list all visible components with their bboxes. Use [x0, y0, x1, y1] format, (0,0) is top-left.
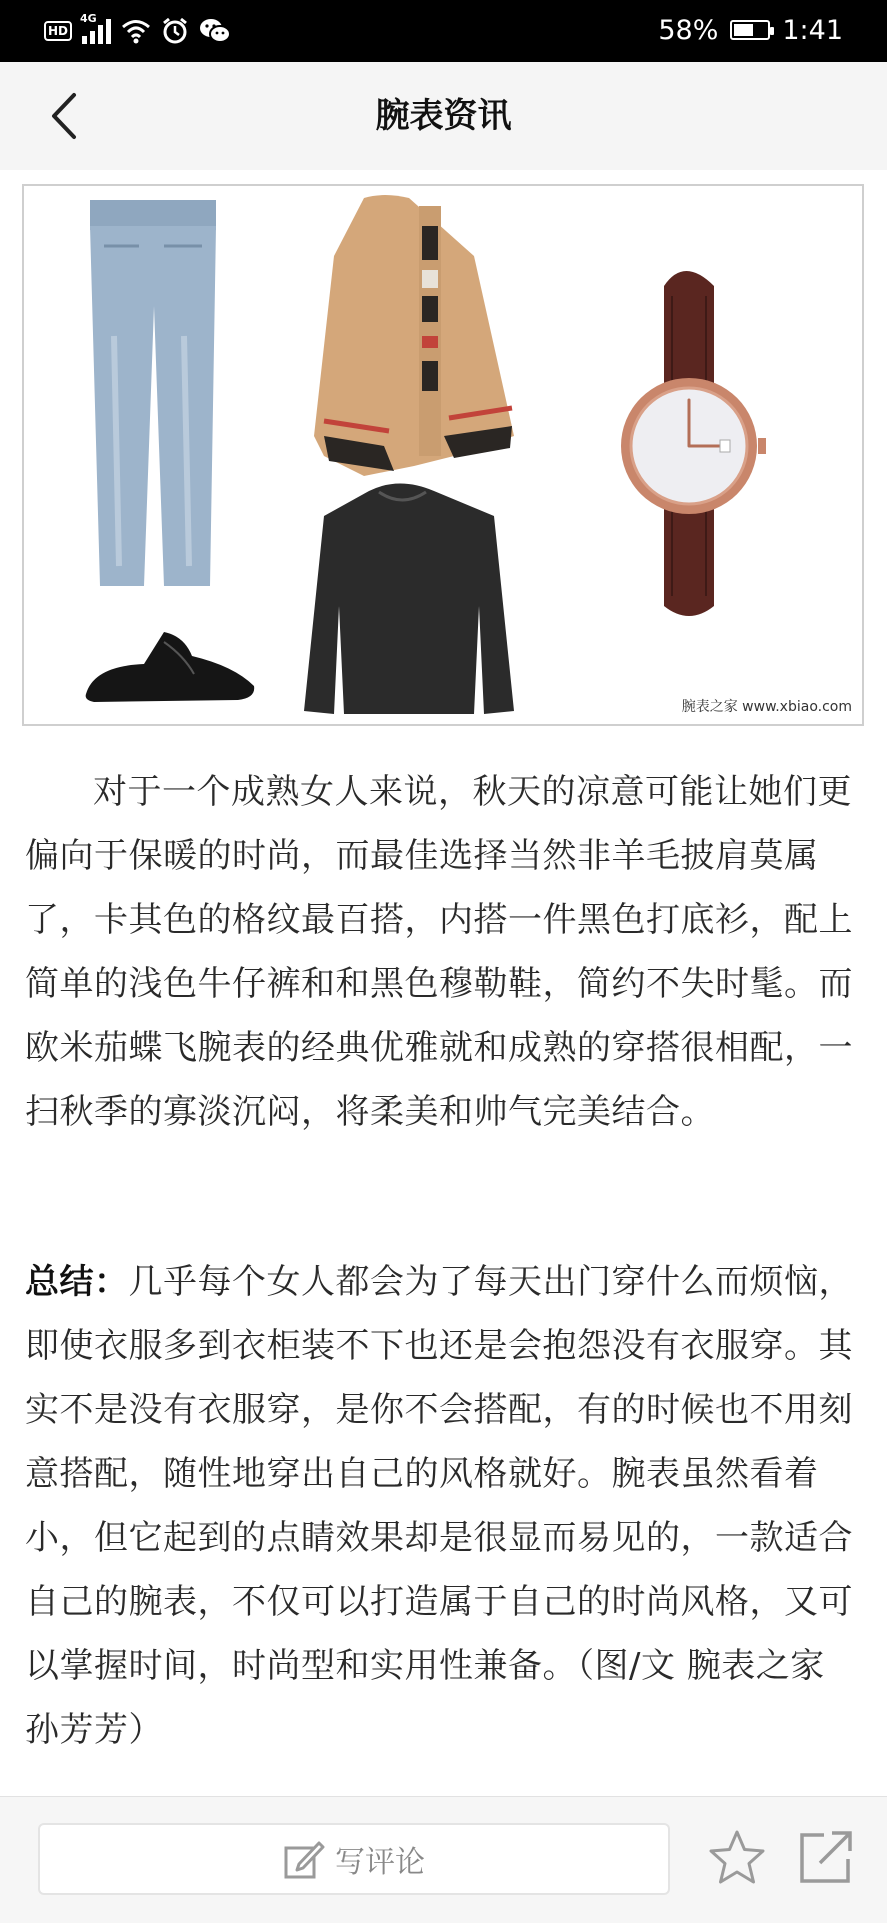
image-watermark: 腕表之家 www.xbiao.com [681, 699, 852, 715]
share-icon [796, 1827, 856, 1887]
article-paragraph-1: 对于一个成熟女人来说，秋天的凉意可能让她们更偏向于保暖的时尚，而最佳选择当然非羊毛披肩莫属了，卡其色的格纹最百搭，内搭一件黑色打底衫，配上简单的浅色牛仔裤和和黑色穆勒鞋，简约不失时髦。而欧米茄蝶飞腕表的经典优雅就和成熟的穿搭很相配，一扫秋季的寡淡沉闷，将柔美和帅气完美结合。 [25, 772, 853, 1132]
page-title: 腕表资讯 [375, 96, 512, 136]
cape-image [314, 195, 514, 476]
comment-placeholder: 写评论 [335, 1845, 425, 1880]
battery-percent: 58% [658, 14, 719, 46]
clock: 1:41 [782, 14, 843, 46]
loafer-image [86, 632, 255, 702]
battery-icon [730, 20, 770, 40]
app-header [0, 62, 887, 170]
signal-icon [80, 12, 111, 44]
outfit-illustration [24, 186, 862, 724]
article-image [22, 184, 864, 726]
comment-input[interactable] [38, 1823, 670, 1895]
wifi-icon [121, 18, 151, 44]
summary-text: 几乎每个女人都会为了每天出门穿什么而烦恼，即使衣服多到衣柜装不下也还是会抱怨没有衣服穿。其实不是没有衣服穿，是你不会搭配，有的时候也不用刻意搭配，随性地穿出自己的风格就好。腕表虽然看着小，但它起到的点睛效果却是很显而易见的，一款适合自己的腕表，不仅可以打造属于自己的时尚风格，又可以掌握时间，时尚型和实用性兼备。（图/文 腕表之家 孙芳芳） [25, 1262, 853, 1750]
favorite-button[interactable] [706, 1827, 768, 1889]
bottom-action-bar [0, 1796, 887, 1923]
edit-icon [283, 1838, 325, 1880]
jeans-image [90, 200, 216, 586]
sweater-image [304, 484, 514, 715]
status-bar [0, 0, 887, 62]
network-type: 4G [80, 12, 97, 25]
share-button[interactable] [796, 1827, 856, 1887]
hd-badge: HD [44, 21, 72, 41]
watch-image [621, 271, 766, 616]
article-paragraph-2 [25, 1250, 867, 1762]
alarm-icon [161, 17, 189, 45]
summary-label: 总结： [25, 1262, 129, 1302]
wechat-icon [199, 17, 231, 45]
status-bar-left [44, 12, 231, 46]
back-button[interactable] [32, 84, 96, 148]
star-icon [706, 1827, 768, 1889]
status-bar-right [658, 12, 843, 48]
battery-level [734, 24, 753, 36]
chevron-left-icon [46, 91, 82, 141]
